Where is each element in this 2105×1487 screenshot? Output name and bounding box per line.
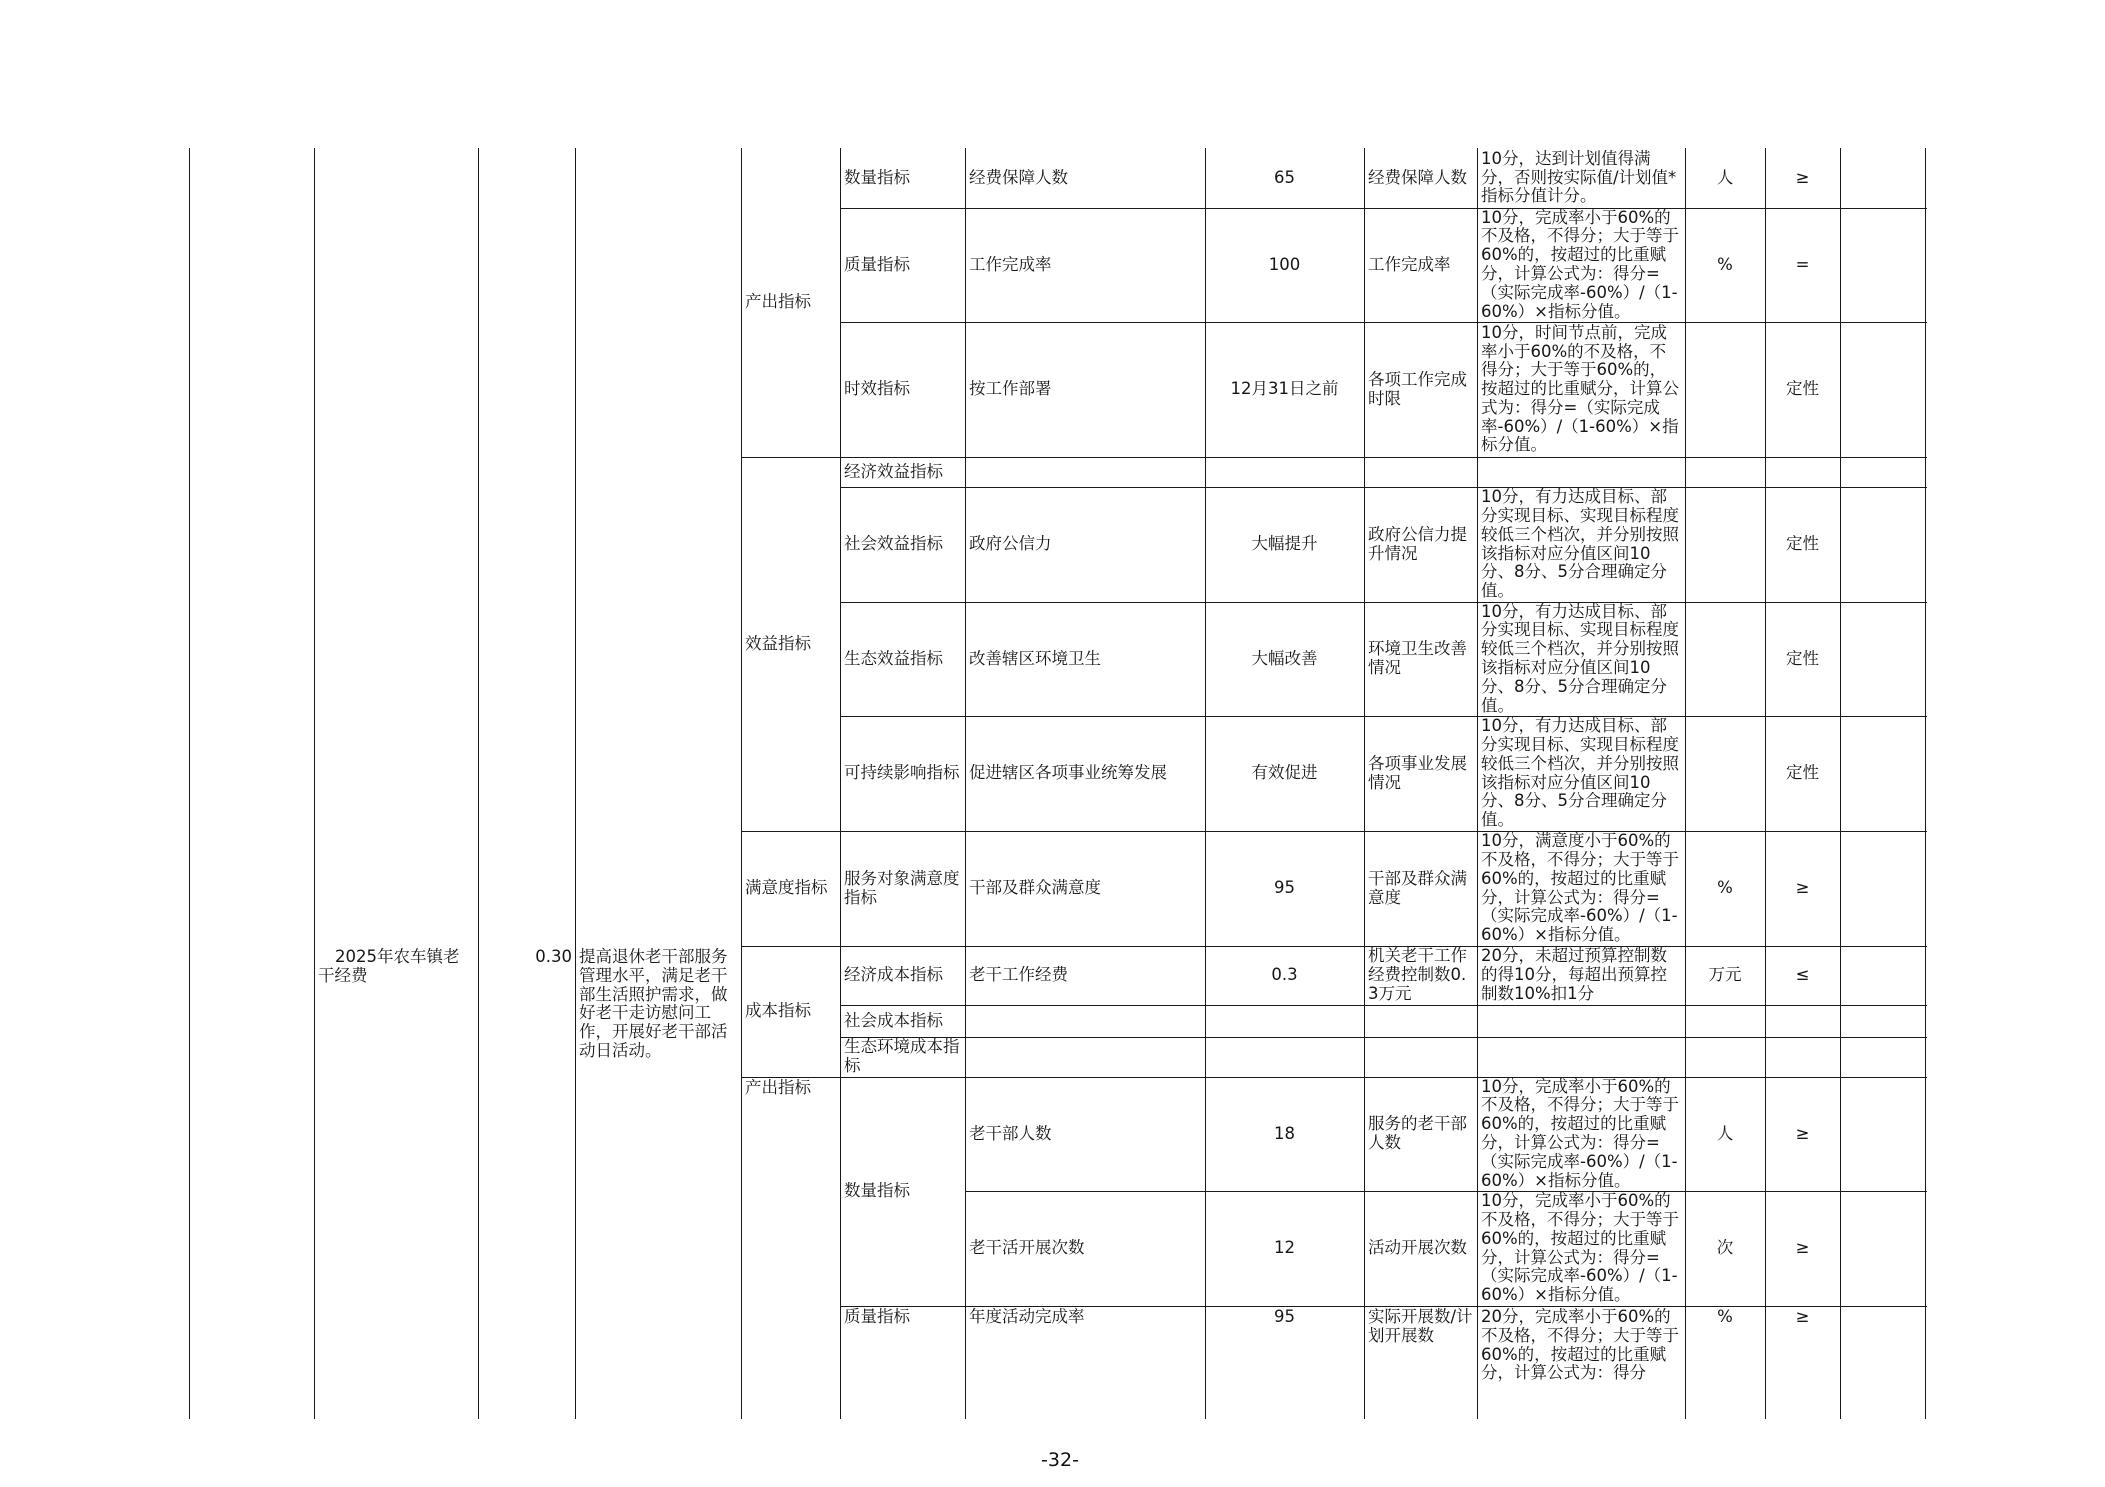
- operator-cell: 定性: [1786, 379, 1819, 399]
- indicator-measure-cell: 经费保障人数: [1368, 167, 1467, 187]
- indicator-measure-cell: 各项工作完成时限: [1368, 369, 1467, 408]
- secondary-indicator-cell: 可持续影响指标: [844, 763, 960, 783]
- project-amount-cell: 0.30: [535, 947, 572, 966]
- unit-cell: 万元: [1708, 965, 1742, 985]
- operator-cell: ≤: [1795, 965, 1810, 985]
- unit-cell: %: [1717, 878, 1733, 898]
- operator-cell: =: [1795, 254, 1810, 274]
- page-number: -32-: [1041, 1449, 1079, 1471]
- scoring-standard-cell: 10分，满意度小于60%的不及格，不得分；大于等于60%的，按超过的比重赋分，计算公式为：得分=（实际完成率-60%）/（1-60%）×指标分值。: [1481, 831, 1679, 945]
- table-grid-line: [1840, 148, 1841, 1419]
- operator-cell: 定性: [1786, 648, 1819, 668]
- indicator-measure-cell: 干部及群众满意度: [1368, 868, 1467, 907]
- target-value-cell: 18: [1274, 1123, 1295, 1143]
- scoring-standard-cell: 10分，有力达成目标、部分实现目标、实现目标程度较低三个档次，并分别按照该指标对应分值区间10分、8分、5分合理确定分值。: [1481, 487, 1679, 601]
- scoring-standard-cell: 10分，有力达成目标、部分实现目标、实现目标程度较低三个档次，并分别按照该指标对应分值区间10分、8分、5分合理确定分值。: [1481, 602, 1679, 715]
- secondary-indicator-cell: 质量指标: [844, 1307, 910, 1326]
- scoring-standard-cell: 10分，时间节点前，完成率小于60%的不及格，不得分；大于等于60%的，按超过的比重赋分，计算公式为：得分=（实际完成率-60%）/（1-60%）×指标分值。: [1481, 322, 1679, 455]
- primary-indicator-cell: 成本指标: [745, 1001, 811, 1021]
- target-value-cell: 65: [1274, 167, 1295, 187]
- indicator-measure-cell: 机关老干工作经费控制数0.3万元: [1368, 946, 1467, 1003]
- secondary-indicator-cell: 质量指标: [844, 254, 910, 274]
- unit-cell: 人: [1716, 1123, 1734, 1143]
- tertiary-indicator-cell: 老干工作经费: [969, 965, 1068, 985]
- tertiary-indicator-cell: 政府公信力: [969, 534, 1052, 554]
- secondary-indicator-cell: 生态环境成本指标: [844, 1037, 960, 1075]
- unit-cell: %: [1717, 1307, 1733, 1326]
- indicator-measure-cell: 活动开展次数: [1368, 1238, 1467, 1258]
- secondary-indicator-cell: 时效指标: [844, 379, 910, 399]
- tertiary-indicator-cell: 干部及群众满意度: [969, 878, 1101, 898]
- table-grid-line: [189, 148, 190, 1419]
- tertiary-indicator-cell: 按工作部署: [969, 379, 1052, 399]
- secondary-indicator-cell: 社会成本指标: [844, 1010, 943, 1030]
- operator-cell: ≥: [1795, 1307, 1810, 1326]
- tertiary-indicator-cell: 促进辖区各项事业统筹发展: [969, 763, 1167, 783]
- secondary-indicator-cell: 社会效益指标: [844, 534, 943, 554]
- primary-indicator-cell: 效益指标: [745, 633, 811, 653]
- unit-cell: 次: [1716, 1238, 1734, 1258]
- secondary-indicator-cell: 数量指标: [844, 167, 910, 187]
- tertiary-indicator-cell: 年度活动完成率: [969, 1307, 1085, 1326]
- indicator-measure-cell: 政府公信力提升情况: [1368, 524, 1467, 563]
- target-value-cell: 95: [1274, 878, 1295, 898]
- scoring-standard-cell: 10分，达到计划值得满分，否则按实际值/计划值*指标分值计分。: [1481, 148, 1677, 206]
- secondary-indicator-cell: 经济成本指标: [844, 965, 943, 985]
- tertiary-indicator-cell: 工作完成率: [969, 254, 1052, 274]
- primary-indicator-cell: 产出指标: [745, 292, 811, 312]
- tertiary-indicator-cell: 改善辖区环境卫生: [969, 648, 1101, 668]
- secondary-indicator-cell: 服务对象满意度指标: [844, 868, 960, 907]
- target-value-cell: 大幅改善: [1251, 648, 1318, 668]
- operator-cell: 定性: [1786, 534, 1819, 554]
- table-grid-line: [1925, 148, 1926, 1419]
- table-grid-line: [840, 1005, 1927, 1006]
- unit-cell: 人: [1716, 167, 1734, 187]
- target-value-cell: 大幅提升: [1251, 534, 1318, 554]
- scoring-standard-cell: 20分，未超过预算控制数的得10分，每超出预算控制数10%扣1分: [1481, 946, 1667, 1003]
- target-value-cell: 有效促进: [1251, 763, 1318, 783]
- target-value-cell: 0.3: [1271, 965, 1298, 985]
- target-value-cell: 100: [1268, 254, 1301, 274]
- indicator-measure-cell: 环境卫生改善情况: [1368, 639, 1467, 677]
- project-goal-cell: 提高退休老干部服务管理水平，满足老干部生活照护需求，做好老干走访慰问工作，开展好老干部活动日活动。: [579, 947, 728, 1060]
- target-value-cell: 12: [1274, 1238, 1295, 1258]
- tertiary-indicator-cell: 老干活开展次数: [969, 1238, 1085, 1258]
- secondary-indicator-cell: 数量指标: [844, 1181, 910, 1201]
- secondary-indicator-cell: 生态效益指标: [844, 648, 943, 668]
- table-grid-line: [840, 1037, 1927, 1038]
- unit-cell: %: [1717, 254, 1733, 274]
- operator-cell: ≥: [1795, 878, 1810, 898]
- operator-cell: ≥: [1795, 1123, 1810, 1143]
- scoring-standard-cell: 10分，完成率小于60%的不及格，不得分；大于等于60%的，按超过的比重赋分，计算公式为：得分=（实际完成率-60%）/（1-60%）×指标分值。: [1481, 1191, 1679, 1305]
- target-value-cell: 12月31日之前: [1230, 379, 1339, 399]
- scoring-standard-cell: 20分，完成率小于60%的不及格，不得分；大于等于60%的，按超过的比重赋分，计算公式为：得分: [1481, 1307, 1679, 1383]
- primary-indicator-cell: 满意度指标: [745, 878, 828, 898]
- scoring-standard-cell: 10分，完成率小于60%的不及格，不得分；大于等于60%的，按超过的比重赋分，计算公式为：得分=（实际完成率-60%）/（1-60%）×指标分值。: [1481, 1077, 1679, 1190]
- operator-cell: ≥: [1795, 1238, 1810, 1258]
- indicator-measure-cell: 实际开展数/计划开展数: [1368, 1307, 1473, 1345]
- project-name-cell: 2025年农车镇老干经费: [318, 947, 460, 985]
- tertiary-indicator-cell: 经费保障人数: [969, 167, 1068, 187]
- indicator-measure-cell: 各项事业发展情况: [1368, 753, 1467, 792]
- scoring-standard-cell: 10分，有力达成目标、部分实现目标、实现目标程度较低三个档次，并分别按照该指标对应分值区间10分、8分、5分合理确定分值。: [1481, 716, 1679, 830]
- indicator-measure-cell: 服务的老干部人数: [1368, 1114, 1467, 1152]
- scoring-standard-cell: 10分，完成率小于60%的不及格，不得分；大于等于60%的，按超过的比重赋分，计算公式为：得分=（实际完成率-60%）/（1-60%）×指标分值。: [1481, 208, 1679, 321]
- target-value-cell: 95: [1274, 1307, 1295, 1326]
- tertiary-indicator-cell: 老干部人数: [969, 1123, 1052, 1143]
- operator-cell: ≥: [1795, 167, 1810, 187]
- operator-cell: 定性: [1786, 763, 1819, 783]
- secondary-indicator-cell: 经济效益指标: [844, 461, 943, 481]
- indicator-measure-cell: 工作完成率: [1368, 254, 1451, 274]
- primary-indicator-cell: 产出指标: [745, 1078, 811, 1097]
